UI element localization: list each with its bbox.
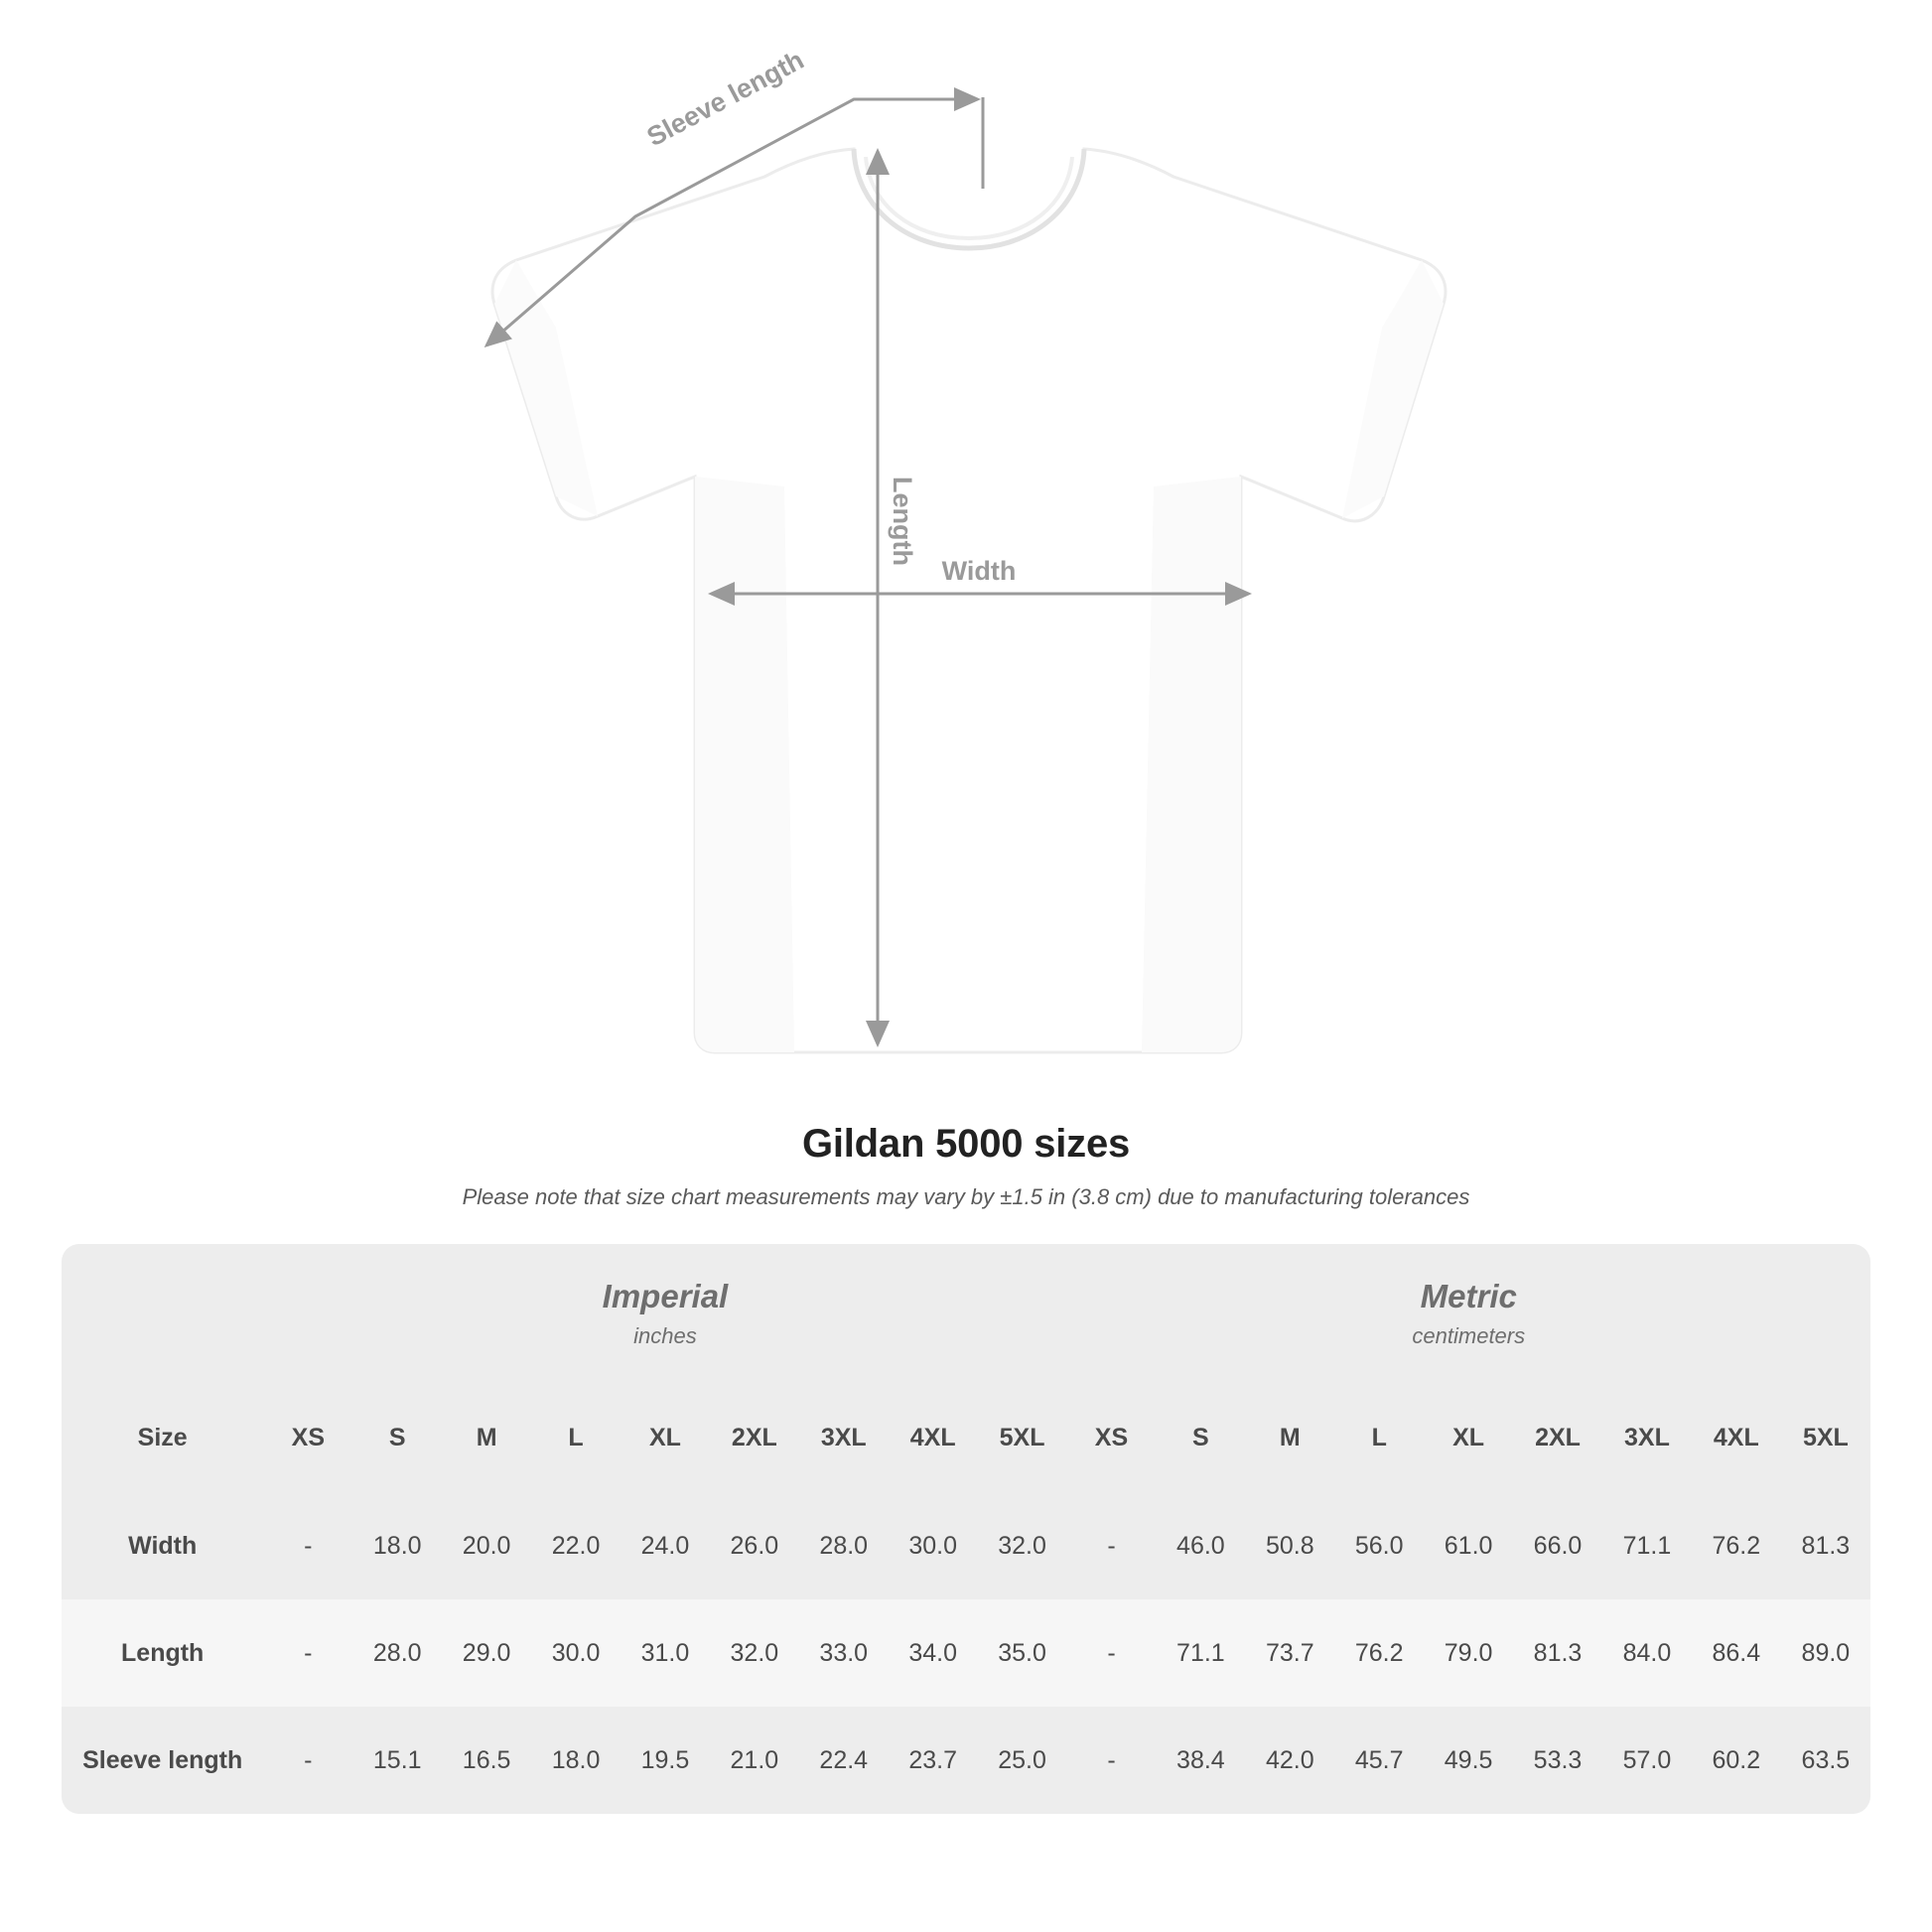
cell-width-metric-l: 56.0 bbox=[1334, 1492, 1424, 1599]
row-label-width: Width bbox=[62, 1492, 263, 1599]
cell-sleeve-imperial-xs: - bbox=[263, 1707, 352, 1814]
cell-sleeve-metric-m: 42.0 bbox=[1245, 1707, 1334, 1814]
size-header-metric-xl: XL bbox=[1424, 1383, 1513, 1492]
unit-sub-imperial: inches bbox=[633, 1323, 697, 1348]
cell-length-imperial-5xl: 35.0 bbox=[978, 1599, 1067, 1707]
cell-length-imperial-l: 30.0 bbox=[531, 1599, 621, 1707]
unit-header-metric bbox=[1067, 1244, 1870, 1383]
size-header-imperial-5xl: 5XL bbox=[978, 1383, 1067, 1492]
cell-sleeve-metric-3xl: 57.0 bbox=[1602, 1707, 1692, 1814]
size-header-metric-s: S bbox=[1156, 1383, 1245, 1492]
size-header-imperial-xl: XL bbox=[621, 1383, 710, 1492]
size-header-imperial-l: L bbox=[531, 1383, 621, 1492]
cell-sleeve-metric-l: 45.7 bbox=[1334, 1707, 1424, 1814]
row-label-length: Length bbox=[62, 1599, 263, 1707]
row-label-sleeve-length: Sleeve length bbox=[62, 1707, 263, 1814]
cell-length-metric-2xl: 81.3 bbox=[1513, 1599, 1602, 1707]
cell-sleeve-imperial-l: 18.0 bbox=[531, 1707, 621, 1814]
size-header-metric-l: L bbox=[1334, 1383, 1424, 1492]
cell-sleeve-metric-2xl: 53.3 bbox=[1513, 1707, 1602, 1814]
size-header-metric-5xl: 5XL bbox=[1781, 1383, 1870, 1492]
cell-length-imperial-xs: - bbox=[263, 1599, 352, 1707]
cell-sleeve-metric-4xl: 60.2 bbox=[1692, 1707, 1781, 1814]
unit-header-row bbox=[62, 1244, 1870, 1383]
size-header-imperial-3xl: 3XL bbox=[799, 1383, 889, 1492]
cell-width-metric-s: 46.0 bbox=[1156, 1492, 1245, 1599]
unit-header-imperial bbox=[263, 1244, 1066, 1383]
cell-length-imperial-2xl: 32.0 bbox=[710, 1599, 799, 1707]
cell-sleeve-imperial-m: 16.5 bbox=[442, 1707, 531, 1814]
cell-sleeve-metric-xs: - bbox=[1067, 1707, 1157, 1814]
page-title: Gildan 5000 sizes bbox=[801, 1122, 1131, 1166]
table-row bbox=[62, 1707, 1870, 1814]
cell-sleeve-imperial-5xl: 25.0 bbox=[978, 1707, 1067, 1814]
unit-name-imperial: Imperial bbox=[602, 1278, 729, 1314]
cell-width-metric-xs: - bbox=[1067, 1492, 1157, 1599]
size-header-metric-m: M bbox=[1245, 1383, 1334, 1492]
cell-width-imperial-l: 22.0 bbox=[531, 1492, 621, 1599]
title-block bbox=[0, 1122, 1932, 1210]
cell-width-metric-m: 50.8 bbox=[1245, 1492, 1334, 1599]
size-header-row bbox=[62, 1383, 1870, 1492]
cell-sleeve-metric-5xl: 63.5 bbox=[1781, 1707, 1870, 1814]
width-label: Width bbox=[941, 556, 1017, 586]
cell-length-imperial-xl: 31.0 bbox=[621, 1599, 710, 1707]
cell-sleeve-imperial-4xl: 23.7 bbox=[889, 1707, 978, 1814]
unit-name-metric: Metric bbox=[1420, 1278, 1517, 1314]
size-header-metric-3xl: 3XL bbox=[1602, 1383, 1692, 1492]
cell-length-metric-l: 76.2 bbox=[1334, 1599, 1424, 1707]
cell-width-imperial-xl: 24.0 bbox=[621, 1492, 710, 1599]
cell-length-metric-5xl: 89.0 bbox=[1781, 1599, 1870, 1707]
cell-length-metric-m: 73.7 bbox=[1245, 1599, 1334, 1707]
cell-width-metric-3xl: 71.1 bbox=[1602, 1492, 1692, 1599]
size-header-metric-4xl: 4XL bbox=[1692, 1383, 1781, 1492]
cell-width-imperial-xs: - bbox=[263, 1492, 352, 1599]
cell-sleeve-imperial-xl: 19.5 bbox=[621, 1707, 710, 1814]
cell-length-metric-xs: - bbox=[1067, 1599, 1157, 1707]
cell-sleeve-imperial-3xl: 22.4 bbox=[799, 1707, 889, 1814]
size-header-imperial-4xl: 4XL bbox=[889, 1383, 978, 1492]
cell-width-imperial-2xl: 26.0 bbox=[710, 1492, 799, 1599]
tolerance-note: Please note that size chart measurements may vary by ±1.5 in (3.8 cm) due to manufacturing tolerances bbox=[462, 1184, 1470, 1209]
cell-sleeve-imperial-2xl: 21.0 bbox=[710, 1707, 799, 1814]
size-header-imperial-s: S bbox=[352, 1383, 442, 1492]
cell-width-imperial-s: 18.0 bbox=[352, 1492, 442, 1599]
cell-length-imperial-4xl: 34.0 bbox=[889, 1599, 978, 1707]
size-header-imperial-2xl: 2XL bbox=[710, 1383, 799, 1492]
size-header-metric-2xl: 2XL bbox=[1513, 1383, 1602, 1492]
cell-length-imperial-s: 28.0 bbox=[352, 1599, 442, 1707]
size-header-imperial-m: M bbox=[442, 1383, 531, 1492]
cell-length-imperial-m: 29.0 bbox=[442, 1599, 531, 1707]
unit-sub-metric: centimeters bbox=[1412, 1323, 1526, 1348]
size-table bbox=[62, 1244, 1870, 1814]
length-label: Length bbox=[888, 477, 917, 566]
tshirt-shape bbox=[492, 149, 1446, 1052]
cell-width-imperial-5xl: 32.0 bbox=[978, 1492, 1067, 1599]
size-header-label: Size bbox=[62, 1383, 263, 1492]
unit-header-spacer bbox=[62, 1244, 263, 1383]
size-header-imperial-xs: XS bbox=[263, 1383, 352, 1492]
cell-sleeve-imperial-s: 15.1 bbox=[352, 1707, 442, 1814]
size-table-wrapper bbox=[62, 1244, 1870, 1814]
cell-width-imperial-4xl: 30.0 bbox=[889, 1492, 978, 1599]
cell-width-imperial-m: 20.0 bbox=[442, 1492, 531, 1599]
sleeve-length-label: Sleeve length bbox=[641, 45, 809, 153]
cell-width-metric-5xl: 81.3 bbox=[1781, 1492, 1870, 1599]
cell-sleeve-metric-xl: 49.5 bbox=[1424, 1707, 1513, 1814]
cell-width-metric-4xl: 76.2 bbox=[1692, 1492, 1781, 1599]
cell-length-metric-s: 71.1 bbox=[1156, 1599, 1245, 1707]
cell-width-metric-2xl: 66.0 bbox=[1513, 1492, 1602, 1599]
table-row bbox=[62, 1599, 1870, 1707]
cell-length-metric-3xl: 84.0 bbox=[1602, 1599, 1692, 1707]
cell-sleeve-metric-s: 38.4 bbox=[1156, 1707, 1245, 1814]
cell-width-metric-xl: 61.0 bbox=[1424, 1492, 1513, 1599]
size-header-metric-xs: XS bbox=[1067, 1383, 1157, 1492]
cell-length-metric-xl: 79.0 bbox=[1424, 1599, 1513, 1707]
cell-length-metric-4xl: 86.4 bbox=[1692, 1599, 1781, 1707]
cell-length-imperial-3xl: 33.0 bbox=[799, 1599, 889, 1707]
cell-width-imperial-3xl: 28.0 bbox=[799, 1492, 889, 1599]
table-row bbox=[62, 1492, 1870, 1599]
